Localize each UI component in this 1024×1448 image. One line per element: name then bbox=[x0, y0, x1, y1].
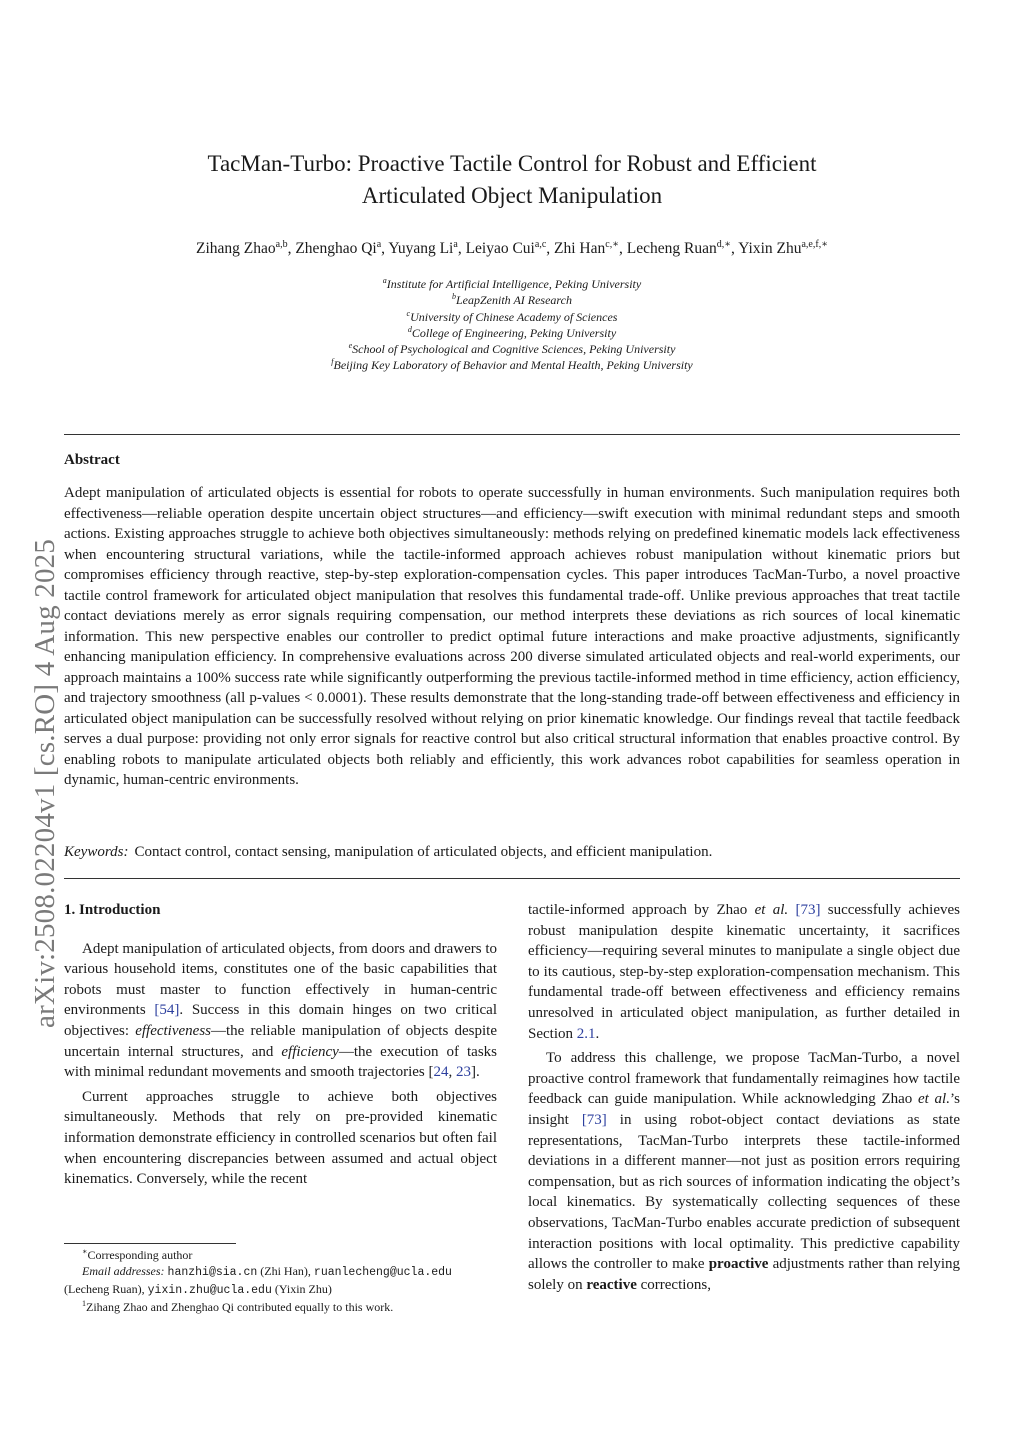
keywords-text: Contact control, contact sensing, manipulation of articulated objects, and efficient manipulation. bbox=[134, 844, 713, 860]
arxiv-side-stamp bbox=[30, 428, 60, 1028]
footnote-emails: Email addresses: hanzhi@sia.cn (Zhi Han), ruanlecheng@ucla.edu bbox=[82, 1264, 452, 1279]
footnote-emails-cont: (Lecheng Ruan), yixin.zhu@ucla.edu (Yixin Zhu) bbox=[64, 1282, 332, 1297]
abstract-bottom-rule bbox=[64, 878, 960, 879]
title-line-1: TacMan-Turbo: Proactive Tactile Control for Robust and Efficient bbox=[207, 151, 817, 176]
author: Lecheng Ruan$^{d,∗}$ bbox=[626, 239, 731, 257]
email-link[interactable]: yixin.zhu@ucla.edu bbox=[147, 1284, 272, 1297]
section-link[interactable]: 2.1 bbox=[576, 1025, 596, 1042]
author: Zihang Zhao$^{a,b}$ bbox=[196, 239, 288, 257]
paper-title bbox=[120, 148, 904, 212]
abstract-heading: Abstract bbox=[64, 452, 120, 468]
citation-link[interactable]: [73] bbox=[581, 1111, 607, 1128]
author: Zhenghao Qi$^a$ bbox=[295, 239, 382, 257]
author: Yixin Zhu$^{a,e,f,∗}$ bbox=[738, 239, 828, 257]
keywords bbox=[64, 842, 960, 862]
abstract-body: Adept manipulation of articulated objects is essential for robots to operate successfully in human environments. Such manipulation requires both effectiveness—reliable operation despite uncertain object structures—and efficiency—swift execution with minimal redundant steps and smooth actions. Existing approaches struggle to achieve both objectives simultaneously: methods relying on predefined kinematic models lack effectiveness when encountering structural variations, while the tactile-informed approach achieves robust manipulation without kinematic priors but compromises efficiency through reactive, step-by-step exploration-compensation cycles. This paper introduces TacMan-Turbo, a novel proactive tactile control framework for articulated object manipulation that resolves this fundamental trade-off. Unlike previous approaches that treat tactile contact deviations merely as error signals requiring compensation, our method interprets these deviations as rich sources of local kinematic information. This new perspective enables our controller to predict optimal future interactions and make proactive adjustments, significantly enhancing manipulation efficiency. In comprehensive evaluations across 200 diverse simulated articulated objects and real-world experiments, our approach maintains a 100% success rate while significantly outperforming the previous tactile-informed method in time efficiency, action efficiency, and trajectory smoothness (all p-values < 0.0001). These results demonstrate that the long-standing trade-off between effectiveness and efficiency in articulated object manipulation can be successfully resolved without relying on prior kinematic knowledge. Our findings reveal that tactile feedback serves a dual purpose: providing not only error signals for reactive control but also critical structural information that enables proactive control. By enabling robots to manipulate articulated objects both reliably and efficiently, this work advances robot capabilities for seamless operation in dynamic, human-centric environments. bbox=[64, 485, 960, 788]
abstract-top-rule bbox=[64, 434, 960, 435]
email-link[interactable]: ruanlecheng@ucla.edu bbox=[313, 1266, 452, 1279]
intro-paragraph-1: Adept manipulation of articulated objects, from doors and drawers to various household items, constitutes one of the basic capabilities that robots must master to function effectively in human-centric environments [54]. Success in this domain hinges on two critical objectives: effectiveness—the reliable manipulation of objects despite uncertain internal structures, and efficiency—the execution of tasks with minimal redundant movements and smooth trajectories [24, 23]. bbox=[64, 940, 498, 1081]
affiliation: $^d$College of Engineering, Peking University bbox=[407, 324, 617, 340]
author-list: Zihang Zhao$^{a,b}$, Zhenghao Qi$^a$, Yuyang Li$^a$, Leiyao Cui$^{a,c}$, Zhi Han$^{c,∗}$, Lecheng Ruan$^{d,∗}$, Yixin Zhu$^{a,e,f,∗}$ bbox=[196, 239, 828, 257]
footnote-corresponding: ∗Corresponding author bbox=[82, 1247, 193, 1262]
right-column bbox=[528, 900, 960, 1295]
affiliation: $^b$LeapZenith AI Research bbox=[452, 292, 572, 308]
affiliation-list bbox=[150, 276, 874, 374]
citation-link[interactable]: 24 bbox=[433, 1064, 449, 1081]
affiliation: $^e$School of Psychological and Cognitive Sciences, Peking University bbox=[348, 341, 676, 357]
footnote-equal-contribution: $^1$Zihang Zhao and Zhenghao Qi contributed equally to this work. bbox=[82, 1299, 394, 1314]
citation-link[interactable]: 23 bbox=[456, 1064, 471, 1081]
affiliation: $^c$University of Chinese Academy of Sciences bbox=[406, 308, 618, 324]
affiliation: $^f$Beijing Key Laboratory of Behavior and Mental Health, Peking University bbox=[331, 357, 693, 373]
keywords-label: Keywords: bbox=[64, 844, 129, 860]
affiliation: $^a$Institute for Artificial Intelligence, Peking University bbox=[382, 276, 642, 291]
author: Yuyang Li$^a$ bbox=[388, 239, 458, 257]
arxiv-identifier: arXiv:2508.02204v1 [cs.RO] 4 Aug 2025 bbox=[29, 538, 61, 1028]
footnote-rule bbox=[64, 1243, 236, 1244]
intro-paragraph-2: Current approaches struggle to achieve both objectives simultaneously. Methods that rely on pre-provided kinematic information demonstrate efficiency in controlled scenarios but often fail when encountering discrepancies between assumed and actual object kinematics. Conversely, while the recent bbox=[64, 1088, 497, 1188]
intro-paragraph-2-continued: tactile-informed approach by Zhao et al. [73] successfully achieves robust manipulation despite kinematic uncertainty, it sacrifices efficiency—requiring several minutes to manipulate a single object due to its cautious, step-by-step exploration-compensation mechanism. This fundamental trade-off between effectiveness and efficiency remains unresolved in articulated object manipulation, as further detailed in Section 2.1. bbox=[528, 902, 960, 1042]
citation-link[interactable]: [73] bbox=[795, 902, 821, 918]
footnotes bbox=[64, 1247, 504, 1315]
author: Leiyao Cui$^{a,c}$ bbox=[465, 239, 547, 257]
citation-link[interactable]: [54] bbox=[154, 1002, 180, 1019]
title-line-2: Articulated Object Manipulation bbox=[361, 183, 663, 208]
email-link[interactable]: hanzhi@sia.cn bbox=[167, 1266, 258, 1279]
left-column bbox=[64, 900, 497, 1190]
intro-paragraph-3: To address this challenge, we propose TacMan-Turbo, a novel proactive control framework that fundamentally reimagines how tactile feedback can guide manipulation. While acknowledging Zhao et al.’s insight [73] in using robot-object contact deviations as state representations, TacMan-Turbo interprets these tactile-informed deviations in a different manner—not just as position errors requiring compensation, but as rich sources of information indicating the object’s local kinematics. By systematically collecting sequences of these observations, TacMan-Turbo enables accurate prediction of subsequent interaction positions with local optimality. This predictive capability allows the controller to make proactive adjustments rather than relying solely on reactive corrections, bbox=[528, 1050, 960, 1293]
author: Zhi Han$^{c,∗}$ bbox=[554, 239, 619, 257]
section-heading-introduction: 1. Introduction bbox=[64, 902, 161, 918]
